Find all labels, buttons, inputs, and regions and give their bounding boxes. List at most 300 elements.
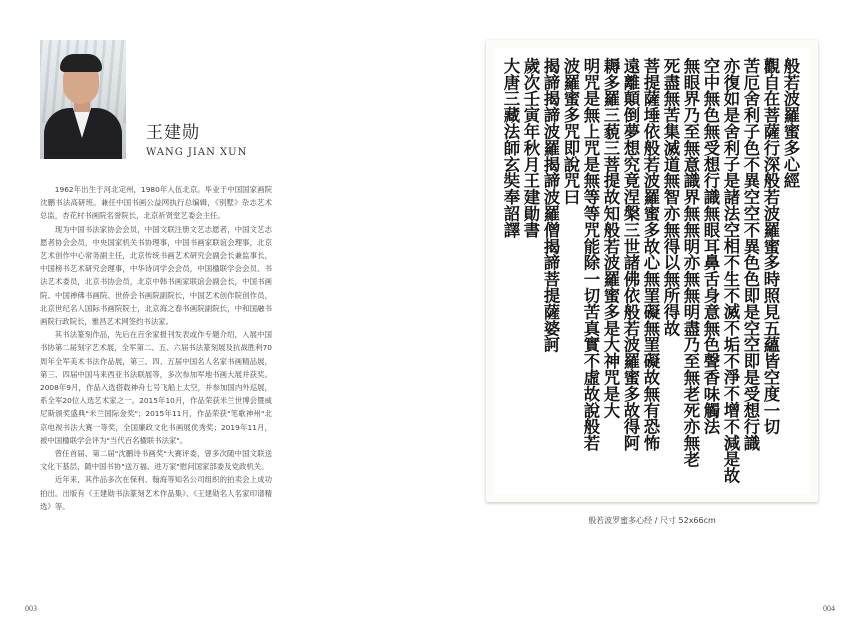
right-page	[430, 0, 860, 643]
calligraphy-character: 道	[663, 155, 681, 175]
calligraphy-character: 三	[623, 220, 641, 240]
calligraphy-character: 法	[503, 122, 521, 142]
calligraphy-character: 波	[563, 56, 581, 76]
calligraphy-character: 苦	[743, 56, 761, 76]
calligraphy-character: 受	[703, 138, 721, 158]
calligraphy-character: 菩	[763, 106, 781, 126]
page-number-right: 004	[823, 604, 835, 613]
calligraphy-character: 蜜	[643, 204, 661, 224]
calligraphy-character: 藐	[603, 122, 621, 142]
calligraphy-character: 老	[683, 450, 701, 470]
calligraphy-character: 中	[703, 73, 721, 93]
calligraphy-character: 揭	[543, 155, 561, 175]
calligraphy-character: 羅	[543, 138, 561, 158]
calligraphy-character: 菩	[643, 56, 661, 76]
calligraphy-character: 等	[583, 188, 601, 208]
calligraphy-character: 色	[743, 253, 761, 273]
author-name-english: WANG JIAN XUN	[146, 147, 248, 158]
calligraphy-character: 在	[763, 89, 781, 109]
calligraphy-character: 一	[583, 270, 601, 290]
calligraphy-character: 若	[623, 319, 641, 339]
calligraphy-character: 礙	[643, 352, 661, 372]
calligraphy-character: 藏	[503, 106, 521, 126]
calligraphy-character: 有	[643, 401, 661, 421]
calligraphy-character: 明	[683, 237, 701, 257]
calligraphy-character: 無	[703, 204, 721, 224]
calligraphy-character: 若	[763, 188, 781, 208]
calligraphy-character: 波	[623, 335, 641, 355]
calligraphy-character: 亦	[683, 417, 701, 437]
calligraphy-character: 觸	[703, 401, 721, 421]
calligraphy-character: 咒	[563, 171, 581, 191]
calligraphy-character: 離	[623, 73, 641, 93]
calligraphy-character: 咒	[603, 368, 621, 388]
calligraphy-character: 利	[743, 106, 761, 126]
calligraphy-character: 眼	[683, 73, 701, 93]
calligraphy-character: 怖	[643, 434, 661, 454]
calligraphy-character: 羅	[563, 73, 581, 93]
calligraphy-character: 奘	[503, 171, 521, 191]
calligraphy-character: 復	[723, 73, 741, 93]
calligraphy-character: 神	[603, 352, 621, 372]
calligraphy-character: 眼	[703, 220, 721, 240]
calligraphy-character: 薩	[543, 302, 561, 322]
calligraphy-character: 無	[683, 56, 701, 76]
calligraphy-character: 滅	[663, 138, 681, 158]
calligraphy-character: 寅	[523, 106, 541, 126]
calligraphy-character: 三	[603, 106, 621, 126]
calligraphy-character: 顛	[623, 89, 641, 109]
author-name-chinese: 王建勋	[146, 123, 200, 143]
calligraphy-character: 揭	[543, 89, 561, 109]
calligraphy-character: 至	[683, 122, 701, 142]
calligraphy-character: 無	[663, 270, 681, 290]
calligraphy-character: 明	[583, 56, 601, 76]
calligraphy-character: 滅	[723, 302, 741, 322]
calligraphy-character: 身	[703, 286, 721, 306]
calligraphy-character: 般	[643, 138, 661, 158]
calligraphy-character: 菩	[543, 270, 561, 290]
calligraphy-character: 無	[683, 204, 701, 224]
calligraphy-character: 諦	[543, 73, 561, 93]
calligraphy-character: 不	[583, 352, 601, 372]
calligraphy-character: 蜜	[763, 237, 781, 257]
calligraphy-character: 故	[583, 384, 601, 404]
calligraphy-character: 耨	[603, 56, 621, 76]
calligraphy-character: 諸	[623, 253, 641, 273]
calligraphy-character: 三	[503, 89, 521, 109]
calligraphy-character: 多	[603, 302, 621, 322]
calligraphy-character: 是	[583, 89, 601, 109]
calligraphy-character: 竟	[623, 171, 641, 191]
calligraphy-character: 亦	[683, 253, 701, 273]
calligraphy-character: 不	[723, 253, 741, 273]
calligraphy-character: 諦	[543, 106, 561, 126]
calligraphy-character: 遠	[623, 56, 641, 76]
calligraphy-character: 無	[703, 89, 721, 109]
calligraphy-character: 明	[683, 302, 701, 322]
calligraphy-character: 得	[663, 302, 681, 322]
calligraphy-character: 行	[743, 417, 761, 437]
calligraphy-character: 等	[583, 204, 601, 224]
calligraphy-character: 咒	[583, 138, 601, 158]
calligraphy-character: 訶	[543, 335, 561, 355]
calligraphy-character: 無	[583, 171, 601, 191]
calligraphy-character: 羅	[603, 89, 621, 109]
calligraphy-character: 咒	[563, 122, 581, 142]
calligraphy-character: 波	[543, 122, 561, 142]
calligraphy-character: 空	[743, 188, 761, 208]
artwork-caption: 般若波罗蜜多心经 / 尺寸 52x66cm	[588, 516, 716, 525]
calligraphy-character: 實	[583, 335, 601, 355]
calligraphy-character: 利	[723, 138, 741, 158]
calligraphy-character: 勛	[523, 204, 541, 224]
calligraphy-character: 般	[583, 417, 601, 437]
calligraphy-character: 師	[503, 138, 521, 158]
calligraphy-character: 無	[663, 220, 681, 240]
calligraphy-character: 界	[683, 89, 701, 109]
calligraphy-character: 死	[663, 56, 681, 76]
calligraphy-character: 即	[743, 286, 761, 306]
calligraphy-character: 色	[703, 335, 721, 355]
calligraphy-character: 若	[643, 155, 661, 175]
calligraphy-character: 若	[783, 73, 801, 93]
calligraphy-character: 老	[683, 384, 701, 404]
calligraphy-character: 除	[583, 253, 601, 273]
calligraphy-character: 依	[623, 286, 641, 306]
calligraphy-character: 故	[643, 237, 661, 257]
calligraphy-character: 般	[603, 220, 621, 240]
calligraphy-character: 空	[763, 368, 781, 388]
calligraphy-character: 以	[663, 253, 681, 273]
calligraphy-character: 是	[743, 302, 761, 322]
calligraphy-character: 三	[603, 138, 621, 158]
calligraphy-character: 羅	[763, 220, 781, 240]
calligraphy-character: 玄	[503, 155, 521, 175]
calligraphy-character: 咒	[583, 73, 601, 93]
calligraphy-character: 色	[703, 106, 721, 126]
calligraphy-character: 異	[743, 171, 761, 191]
calligraphy-character: 行	[703, 171, 721, 191]
calligraphy-character: 羅	[623, 352, 641, 372]
calligraphy-character: 無	[683, 434, 701, 454]
calligraphy-character: 空	[703, 56, 721, 76]
calligraphy-character: 法	[703, 417, 721, 437]
calligraphy-character: 觀	[763, 56, 781, 76]
calligraphy-character: 大	[503, 56, 521, 76]
calligraphy-character: 無	[683, 368, 701, 388]
calligraphy-character: 想	[703, 155, 721, 175]
calligraphy-character: 自	[763, 73, 781, 93]
bio-paragraph: 1962年出生于河北定州，1980年入伍北京。毕业于中国国家画院沈鹏书法高研班。兼任中国书画公益网执行总编辑，《别墅》杂志艺术总监，杏花村书画院名誉院长，北京祈贤堂艺委会主任。	[40, 185, 272, 221]
calligraphy-character: 恐	[643, 417, 661, 437]
calligraphy-character: 增	[723, 401, 741, 421]
calligraphy-character: 空	[723, 220, 741, 240]
calligraphy-character: 不	[723, 286, 741, 306]
calligraphy-character: 薩	[643, 89, 661, 109]
calligraphy-character: 蜜	[623, 368, 641, 388]
calligraphy-character: 詔	[503, 204, 521, 224]
calligraphy-character: 涅	[623, 188, 641, 208]
calligraphy-character: 空	[743, 204, 761, 224]
calligraphy-character: 香	[703, 368, 721, 388]
calligraphy-character: 年	[523, 122, 541, 142]
calligraphy-character: 不	[723, 417, 741, 437]
calligraphy-character: 多	[563, 106, 581, 126]
calligraphy-character: 諸	[723, 188, 741, 208]
calligraphy-character: 行	[763, 138, 781, 158]
calligraphy-character: 界	[683, 188, 701, 208]
calligraphy-character: 無	[583, 106, 601, 126]
calligraphy-character: 夢	[623, 122, 641, 142]
calligraphy-character: 若	[583, 434, 601, 454]
calligraphy-character: 諦	[543, 253, 561, 273]
calligraphy-character: 提	[603, 171, 621, 191]
calligraphy-character: 世	[623, 237, 641, 257]
calligraphy-character: 想	[743, 401, 761, 421]
calligraphy-character: 苦	[663, 106, 681, 126]
calligraphy-character: 不	[743, 155, 761, 175]
calligraphy-character: 無	[703, 319, 721, 339]
calligraphy-character: 究	[623, 155, 641, 175]
calligraphy-character: 秋	[523, 138, 541, 158]
calligraphy-character: 舌	[703, 270, 721, 290]
calligraphy-character: 心	[783, 155, 801, 175]
calligraphy-character: 法	[723, 204, 741, 224]
calligraphy-character: 相	[723, 237, 741, 257]
calligraphy-character: 波	[543, 188, 561, 208]
calligraphy-character: 能	[583, 237, 601, 257]
bio-paragraph: 近年来，其作品多次在保利、翰海等知名公司组织的拍卖会上成功拍出。出版有《王建勋书法篆刻艺术作品集》、《王建勋名人名家印谱精选》等。	[40, 475, 272, 511]
bio-paragraph: 现为中国书法家协会会员，中国文联注册文艺志愿者，中国文艺志愿者协会会员，中央国家机关书协理事，中国书画家联谊会理事，北京艺术创作中心常务副主任，北京传统书画艺术研究会副会长兼监事长，中国榜书艺术研究会理事，中华诗词学会会员，中国楹联学会会员、书法艺术委员，北京书协会员，北京中韩书画家联谊会副会长，中国书画院、中国禅佛书画院、世侨会书画院副院长，中国艺术创作院创作员，北京世纪名人国际书画院院士，北京海之春书画院副院长，中和国融书画院行政院长，雅昌艺术网签约书法家。	[40, 224, 272, 327]
calligraphy-character: 是	[603, 384, 621, 404]
calligraphy-character: 異	[743, 237, 761, 257]
calligraphy-character: 無	[643, 270, 661, 290]
calligraphy-character: 說	[563, 155, 581, 175]
calligraphy-character: 無	[683, 138, 701, 158]
calligraphy-character: 曰	[563, 188, 581, 208]
calligraphy-character: 至	[683, 352, 701, 372]
calligraphy-character: 無	[683, 220, 701, 240]
calligraphy-character: 建	[523, 188, 541, 208]
calligraphy-character: 書	[523, 220, 541, 240]
calligraphy-character: 得	[623, 417, 641, 437]
calligraphy-character: 五	[763, 319, 781, 339]
calligraphy-character: 波	[763, 204, 781, 224]
calligraphy-character: 僧	[543, 220, 561, 240]
calligraphy-character: 故	[723, 466, 741, 486]
calligraphy-character: 是	[723, 171, 741, 191]
calligraphy-character: 次	[523, 73, 541, 93]
calligraphy-character: 鼻	[703, 253, 721, 273]
calligraphy-character: 淨	[723, 368, 741, 388]
calligraphy-character: 是	[743, 368, 761, 388]
calligraphy-character: 即	[743, 352, 761, 372]
calligraphy-character: 王	[523, 171, 541, 191]
calligraphy-character: 阿	[623, 434, 641, 454]
calligraphy-character: 倒	[623, 106, 641, 126]
calligraphy-character: 罣	[643, 286, 661, 306]
calligraphy-text	[494, 48, 810, 494]
calligraphy-character: 聲	[703, 352, 721, 372]
calligraphy-character: 舍	[743, 89, 761, 109]
calligraphy-character: 大	[603, 401, 621, 421]
calligraphy-character: 咒	[583, 220, 601, 240]
calligraphy-character: 厄	[743, 73, 761, 93]
calligraphy-character: 提	[643, 73, 661, 93]
calligraphy-character: 無	[703, 122, 721, 142]
calligraphy-character: 皆	[763, 352, 781, 372]
calligraphy-character: 羅	[543, 204, 561, 224]
calligraphy-character: 意	[703, 302, 721, 322]
calligraphy-character: 故	[623, 401, 641, 421]
calligraphy-character: 是	[603, 319, 621, 339]
calligraphy-character: 子	[723, 155, 741, 175]
calligraphy-character: 無	[683, 286, 701, 306]
calligraphy-character: 識	[683, 171, 701, 191]
calligraphy-character: 唐	[503, 73, 521, 93]
calligraphy-character: 多	[783, 138, 801, 158]
calligraphy-character: 礙	[643, 302, 661, 322]
calligraphy-character: 子	[743, 122, 761, 142]
calligraphy-character: 生	[723, 269, 741, 289]
author-portrait	[40, 40, 126, 159]
calligraphy-character: 故	[643, 368, 661, 388]
calligraphy-character: 減	[723, 433, 741, 453]
calligraphy-character: 色	[743, 270, 761, 290]
calligraphy-character: 蜜	[563, 89, 581, 109]
calligraphy-character: 深	[763, 155, 781, 175]
calligraphy-character: 亦	[723, 56, 741, 76]
calligraphy-character: 是	[723, 106, 741, 126]
calligraphy-character: 埵	[643, 106, 661, 126]
calligraphy-character: 大	[603, 335, 621, 355]
calligraphy-character: 不	[723, 384, 741, 404]
calligraphy-character: 盡	[663, 73, 681, 93]
calligraphy-character: 見	[763, 302, 781, 322]
calligraphy-character: 盡	[683, 319, 701, 339]
calligraphy-character: 味	[703, 384, 721, 404]
calligraphy-character: 無	[643, 384, 661, 404]
calligraphy-character: 薩	[763, 122, 781, 142]
calligraphy-character: 不	[723, 319, 741, 339]
calligraphy-character: 知	[603, 204, 621, 224]
calligraphy-character: 羅	[783, 106, 801, 126]
calligraphy-character: 諦	[543, 171, 561, 191]
calligraphy-character: 即	[563, 138, 581, 158]
calligraphy-character: 經	[783, 171, 801, 191]
calligraphy-character: 故	[663, 319, 681, 339]
calligraphy-character: 一	[763, 401, 781, 421]
calligraphy-character: 故	[603, 188, 621, 208]
calligraphy-character: 般	[783, 56, 801, 76]
calligraphy-character: 多	[763, 253, 781, 273]
calligraphy-character: 真	[583, 319, 601, 339]
calligraphy-character: 若	[603, 237, 621, 257]
calligraphy-character: 揭	[543, 56, 561, 76]
calligraphy-character: 波	[783, 89, 801, 109]
calligraphy-character: 垢	[723, 335, 741, 355]
calligraphy-character: 無	[683, 270, 701, 290]
calligraphy-character: 空	[743, 319, 761, 339]
calligraphy-character: 亦	[663, 204, 681, 224]
calligraphy-character: 佛	[623, 270, 641, 290]
calligraphy-character: 想	[623, 138, 641, 158]
calligraphy-character: 時	[763, 270, 781, 290]
calligraphy-character: 上	[583, 122, 601, 142]
calligraphy-character: 心	[643, 253, 661, 273]
calligraphy-character: 羅	[643, 188, 661, 208]
calligraphy-character: 切	[583, 286, 601, 306]
calligraphy-character: 意	[683, 155, 701, 175]
calligraphy-character: 歲	[523, 56, 541, 76]
calligraphy-character: 無	[643, 319, 661, 339]
calligraphy-character: 識	[703, 188, 721, 208]
calligraphy-character: 蜜	[603, 286, 621, 306]
calligraphy-character: 羅	[603, 270, 621, 290]
calligraphy-character: 壬	[523, 89, 541, 109]
calligraphy-character: 波	[643, 171, 661, 191]
calligraphy-character: 死	[683, 401, 701, 421]
calligraphy-character: 依	[643, 122, 661, 142]
calligraphy-character: 照	[763, 286, 781, 306]
calligraphy-character: 受	[743, 384, 761, 404]
calligraphy-character: 波	[603, 253, 621, 273]
calligraphy-character: 無	[663, 171, 681, 191]
calligraphy-character: 是	[583, 155, 601, 175]
calligraphy-character: 多	[643, 220, 661, 240]
calligraphy-character: 乃	[683, 106, 701, 126]
calligraphy-character: 提	[543, 286, 561, 306]
calligraphy-character: 智	[663, 188, 681, 208]
calligraphy-artwork	[486, 40, 818, 502]
calligraphy-character: 得	[663, 237, 681, 257]
calligraphy-character: 是	[723, 450, 741, 470]
calligraphy-character: 揭	[543, 237, 561, 257]
calligraphy-character: 無	[663, 89, 681, 109]
calligraphy-character: 集	[663, 122, 681, 142]
calligraphy-character: 多	[603, 73, 621, 93]
calligraphy-character: 婆	[543, 319, 561, 339]
bio-paragraph: 其书法篆刻作品，先后在百余家报刊发表或作专题介绍，入展中国书协第二届刻字艺术展，全军第二、五、六届书法篆刻展及抗战胜利70周年全军美术书法作品展，第三、四、五届中国名人名家书画精品展，第三、四届中国马来西亚书法联展等，多次参加军地书画大展并获奖。2008年9月，作品入选搭载神舟七号飞船上太空，并参加国内外巡展，系全军20位入选艺术家之一。2015年10月，作品荣获米兰世博会暨威尼斯颁奖盛典"米兰国际金奖"；2015年11月，作品荣获"笔歌神州"北京电视书法大赛一等奖，全国廉政文化书画展优秀奖；2019年11月，被中国楹联学会评为"当代百名楹联书法家"。	[40, 330, 272, 445]
calligraphy-character: 如	[723, 89, 741, 109]
calligraphy-character: 乃	[683, 335, 701, 355]
calligraphy-character: 度	[763, 384, 781, 404]
calligraphy-character: 不	[743, 220, 761, 240]
calligraphy-character: 舍	[723, 122, 741, 142]
calligraphy-character: 菩	[603, 155, 621, 175]
calligraphy-character: 多	[623, 384, 641, 404]
calligraphy-character: 蘊	[763, 335, 781, 355]
calligraphy-character: 槃	[623, 204, 641, 224]
calligraphy-character: 奉	[503, 188, 521, 208]
calligraphy-character: 所	[663, 286, 681, 306]
page-number-left: 003	[25, 604, 37, 613]
calligraphy-character: 耳	[703, 237, 721, 257]
calligraphy-character: 月	[523, 155, 541, 175]
calligraphy-character: 譯	[503, 220, 521, 240]
calligraphy-character: 不	[723, 351, 741, 371]
calligraphy-character: 罣	[643, 335, 661, 355]
calligraphy-character: 說	[583, 401, 601, 421]
calligraphy-character: 般	[763, 171, 781, 191]
calligraphy-character: 虛	[583, 368, 601, 388]
calligraphy-character: 識	[743, 434, 761, 454]
calligraphy-character: 蜜	[783, 122, 801, 142]
bio-paragraph: 曾任首届、第二届"沈鹏诗书画奖"大赛评委，曾多次随中国文联送文化下基层，随中国书协"送万福、进万家"慰问国家部委及党政机关。	[40, 449, 272, 472]
calligraphy-character: 空	[743, 335, 761, 355]
calligraphy-character: 切	[763, 417, 781, 437]
